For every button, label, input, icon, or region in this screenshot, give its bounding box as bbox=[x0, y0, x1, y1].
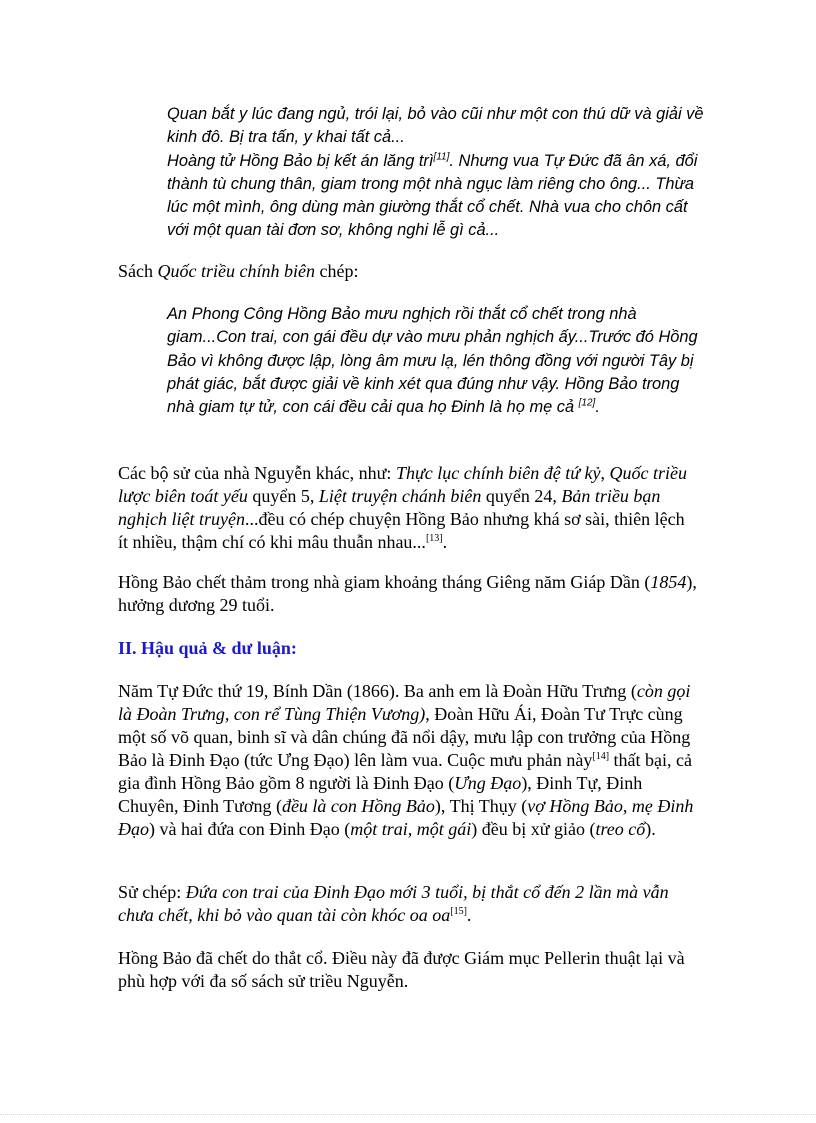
book-title: Quốc triều chính biên bbox=[157, 261, 315, 281]
quote-1-text-b: . Nhưng vua Tự Đức đã ân xá, đổi thành tù chung thân, giam trong một nhà ngục làm riêng cho ông... Thừa lúc một mình, ông dùng màn giường thắt cổ chết. Nhà vua cho chôn cất với một quan tài đơn sơ, không nghi lễ gì cả... bbox=[167, 151, 698, 240]
block-quote-1 bbox=[167, 103, 707, 243]
footnote-link-14[interactable]: [14] bbox=[592, 751, 610, 762]
quote-1-paragraph-2 bbox=[167, 150, 707, 243]
footnote-link-11[interactable]: [11] bbox=[433, 151, 450, 163]
quote-2-paragraph bbox=[167, 303, 707, 419]
page-bottom-divider bbox=[0, 1114, 816, 1115]
text-run: ) đều bị xử giảo ( bbox=[471, 819, 596, 839]
book-title: Thực lục chính biên đệ tứ kỷ bbox=[395, 463, 601, 483]
paragraph-final: Hồng Bảo đã chết do thắt cổ. Điều này đã được Giám mục Pellerin thuật lại và phù hợp với đa số sách sử triều Nguyễn. bbox=[118, 948, 685, 991]
text-run: ), hưởng dương 29 tuổi. bbox=[118, 572, 697, 615]
text-run: thất bại, cả gia đình Hồng Bảo gồm 8 người là Đinh Đạo ( bbox=[118, 750, 693, 793]
paragraph-su-chep bbox=[118, 881, 698, 927]
paragraph-nam-tu-duc bbox=[118, 680, 698, 841]
text-run: Hồng Bảo chết thảm trong nhà giam khoảng tháng Giêng năm Giáp Dần ( bbox=[118, 572, 651, 592]
italic-quote: Đứa con trai của Đinh Đạo mới 3 tuổi, bị thắt cổ đến 2 lần mà vẫn chưa chết, khi bỏ vào quan tài còn khóc oa oa bbox=[118, 882, 669, 925]
book-title: Liệt truyện chánh biên bbox=[318, 486, 482, 506]
text-run: . bbox=[442, 532, 448, 552]
text-run: , Đoàn Hữu Ái, Đoàn Tư Trực cùng một số võ quan, binh sĩ và dân chúng đã nổi dậy, mưu lập con trưởng của Hồng Bảo là Đinh Đạo (tức Ưng Đạo) lên làm vua. Cuộc mưu phản này bbox=[118, 704, 691, 770]
text-run: Năm Tự Đức thứ 19, Bính Dần (1866). Ba anh em là Đoàn Hữu Trưng ( bbox=[118, 681, 637, 701]
block-quote-2 bbox=[167, 303, 707, 419]
text-run: chép: bbox=[314, 261, 359, 281]
paragraph-sach-chep bbox=[118, 260, 698, 283]
text-run: Các bộ sử của nhà Nguyễn khác, như: bbox=[118, 463, 396, 483]
footnote-link-12[interactable]: [12] bbox=[578, 397, 596, 409]
text-run: Sử chép: bbox=[118, 882, 186, 902]
text-run: ), Đinh Tự, Đinh Chuyên, Đinh Tương ( bbox=[118, 773, 643, 816]
italic-note: vợ Hồng Bảo, mẹ Đinh Đạo bbox=[118, 796, 694, 839]
section-heading: II. Hậu quả & dư luận: bbox=[118, 638, 297, 658]
footnote-link-15[interactable]: [15] bbox=[450, 906, 467, 917]
footnote-link-13[interactable]: [13] bbox=[425, 533, 443, 544]
paragraph-cac-bo-su bbox=[118, 462, 698, 554]
text-run: ). bbox=[645, 819, 656, 839]
italic-note: Ưng Đạo bbox=[454, 773, 522, 793]
text-run: quyển 24, bbox=[481, 486, 562, 506]
book-title: Bản triều bạn nghịch liệt truyện bbox=[118, 486, 661, 529]
text-run: Sách bbox=[118, 261, 158, 281]
italic-note: đều là con Hồng Bảo bbox=[281, 796, 435, 816]
quote-1-text-a: Hoàng tử Hồng Bảo bị kết án lăng trì bbox=[167, 151, 434, 170]
italic-note: một trai, một gái bbox=[350, 819, 472, 839]
text-run: ...đều có chép chuyện Hồng Bảo nhưng khá sơ sài, thiên lệch ít nhiều, thậm chí có khi mâu thuẫn nhau... bbox=[118, 509, 685, 552]
text-run: ) và hai đứa con Đinh Đạo ( bbox=[149, 819, 351, 839]
italic-note: treo cổ bbox=[595, 819, 646, 839]
quote-1-paragraph-1: Quan bắt y lúc đang ngủ, trói lại, bỏ vào cũi như một con thú dữ và giải về kinh đô. Bị tra tấn, y khai tất cả... bbox=[167, 105, 704, 147]
book-title: Quốc triều lược biên toát yếu bbox=[118, 463, 687, 506]
italic-note: còn gọi là Đoàn Trưng, con rể Tùng Thiện Vương) bbox=[118, 681, 691, 724]
text-run: . bbox=[466, 905, 472, 925]
year: 1854 bbox=[650, 572, 687, 592]
text-run: ), Thị Thụy ( bbox=[434, 796, 528, 816]
text-run: . bbox=[595, 398, 600, 417]
paragraph-hong-bao-chet bbox=[118, 571, 698, 617]
quote-2-text: An Phong Công Hồng Bảo mưu nghịch rồi thắt cổ chết trong nhà giam...Con trai, con gái đều dự vào mưu phản nghịch ấy...Trước đó Hồng Bảo vì không được lập, lòng âm mưu lạ, lén thông đồng với người Tây bị phát giác, bắt được giải về kinh xét qua đúng như vậy. Hồng Bảo trong nhà giam tự tử, con cái đều cải qua họ Đinh là họ mẹ cả bbox=[167, 305, 698, 417]
text-run: quyển 5, bbox=[247, 486, 319, 506]
text-run: , bbox=[600, 463, 610, 483]
